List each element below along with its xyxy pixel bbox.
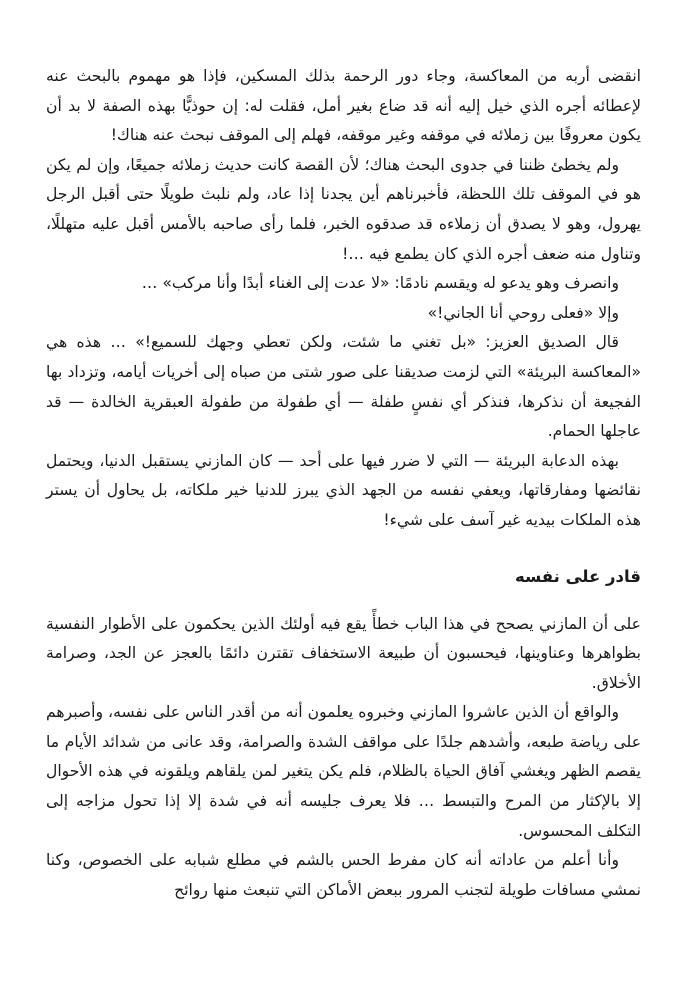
section-heading: قادر على نفسه xyxy=(514,566,641,586)
paragraph: وأنا أعلم من عاداته أنه كان مفرط الحس بالشم في مطلع شبابه على الخصوص، وكنا نمشي مسافات طويلة لتجنب المرور ببعض الأماكن التي تنبعث منها روائح xyxy=(46,851,641,899)
paragraph: وانصرف وهو يدعو له ويقسم نادمًا: «لا عدت إلى الغناء أبدًا وأنا مركب» … xyxy=(141,274,619,293)
paragraph: بهذه الدعابة البريئة — التي لا ضرر فيها على أحد — كان المازني يستقبل الدنيا، ويحتمل نقائضها ومفارقاتها، ويعفي نفسه من الجهد الذي يبرز للدنيا خير ملكاته، بل يحاول أن يستر هذه الملكات بيديه غير آسف على شيء! xyxy=(46,451,641,529)
paragraph: على أن المازني يصحح في هذا الباب خطأً يقع فيه أولئك الذين يحكمون على الأطوار النفسية بظواهرها وعناوينها، فيحسبون أن طبيعة الاستخفاف تقترن دائمًا بالعجز عن الجد، وصرامة الأخلاق. xyxy=(46,614,641,692)
paragraph: والواقع أن الذين عاشروا المازني وخبروه يعلمون أنه من أقدر الناس على نفسه، وأصبرهم على رياضة طبعه، وأشدهم جلدًا على مواقف الشدة والصرامة، وقد عانى من شدائد الأيام ما يقصم الظهر ويغشي آفاق الحياة بالظلام، فلم يكن يتغير لمن يلقاهم ويلقونه في هذه الأحوال إلا بالإكثار من المرح والتبسط … فلا يعرف جليسه أنه في شدة إلا إذا تحول مزاجه إلى التكلف المحسوس. xyxy=(46,703,641,840)
paragraph: وإلا «فعلى روحي أنا الجاني!» xyxy=(427,303,619,322)
paragraph: انقضى أربه من المعاكسة، وجاء دور الرحمة بذلك المسكين، فإذا هو مهموم بالبحث عنه لإعطائه أجره الذي خيل إليه أنه قد ضاع بغير أمل، فقلت له: إن حوذيًّا بهذه الصفة لا بد أن يكون معروفًا بين زملائه في موقفه وغير موقفه، فهلم إلى الموقف نبحث عنه هناك! xyxy=(46,67,641,145)
paragraph: ولم يخطئ ظننا في جدوى البحث هناك؛ لأن القصة كانت حديث زملائه جميعًا، وإن لم يكن هو في الموقف تلك اللحظة، فأخبرناهم أين يجدنا إذا عاد، ولم نلبث طويلًا حتى أقبل الرجل يهرول، وهو لا يصدق أن زملاءه قد صدقوه الخبر، فلما رأى صاحبه بالأمس أقبل عليه متهللًا، وتناول منه ضعف أجره الذي كان يطمع فيه …! xyxy=(46,155,641,263)
paragraph: قال الصديق العزيز: «بل تغني ما شئت، ولكن تعطي وجهك للسميع!» … هذه هي «المعاكسة البريئة» التي لزمت صديقنا على صور شتى من صباه إلى أخريات أيامه، وتزداد بها الفجيعة أن نذكرها، فنذكر أي نفسٍ طفلة — أي طفولة من طفولة العبقرية الخالدة — قد عاجلها الحمام. xyxy=(46,333,641,441)
